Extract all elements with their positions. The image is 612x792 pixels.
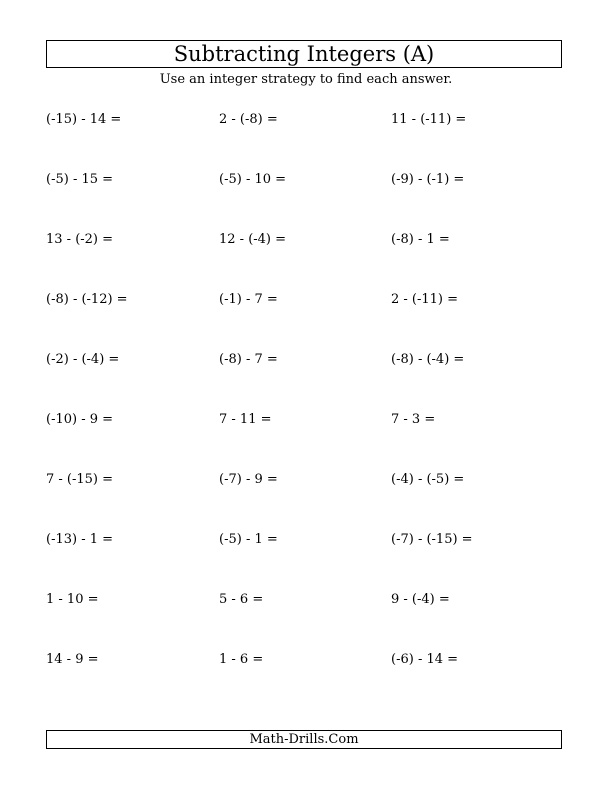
problem-row xyxy=(46,411,566,471)
problem: (-4) - (-5) = xyxy=(391,472,465,487)
problem: 7 - (-15) = xyxy=(46,472,114,487)
problem-row xyxy=(46,651,566,711)
problem: (-8) - (-12) = xyxy=(46,292,128,307)
problem: 12 - (-4) = xyxy=(219,232,287,247)
worksheet-title: Subtracting Integers (A) xyxy=(46,40,562,68)
problem: 14 - 9 = xyxy=(46,652,99,667)
problem: (-1) - 7 = xyxy=(219,292,278,307)
problem-row xyxy=(46,231,566,291)
problem: (-5) - 10 = xyxy=(219,172,287,187)
problem: 7 - 3 = xyxy=(391,412,436,427)
problem: (-7) - (-15) = xyxy=(391,532,473,547)
problem: 2 - (-8) = xyxy=(219,112,278,127)
problem: (-13) - 1 = xyxy=(46,532,114,547)
problem: 2 - (-11) = xyxy=(391,292,459,307)
problem-row xyxy=(46,471,566,531)
worksheet-footer: Math-Drills.Com xyxy=(46,730,562,749)
problem: 1 - 6 = xyxy=(219,652,264,667)
problem-row xyxy=(46,111,566,171)
problem: (-5) - 15 = xyxy=(46,172,114,187)
problem: (-9) - (-1) = xyxy=(391,172,465,187)
problem: 7 - 11 = xyxy=(219,412,272,427)
problem: 13 - (-2) = xyxy=(46,232,114,247)
problem: (-5) - 1 = xyxy=(219,532,278,547)
problem: (-15) - 14 = xyxy=(46,112,122,127)
problem: (-2) - (-4) = xyxy=(46,352,120,367)
problem: (-8) - 1 = xyxy=(391,232,450,247)
problem: 9 - (-4) = xyxy=(391,592,450,607)
problem: (-8) - 7 = xyxy=(219,352,278,367)
problem-row xyxy=(46,531,566,591)
problem: (-10) - 9 = xyxy=(46,412,114,427)
problem-row xyxy=(46,171,566,231)
worksheet-instructions: Use an integer strategy to find each answer. xyxy=(159,72,453,87)
problem-row xyxy=(46,351,566,411)
problem-row xyxy=(46,291,566,351)
problem: 5 - 6 = xyxy=(219,592,264,607)
problem-grid xyxy=(46,111,566,711)
problem: (-7) - 9 = xyxy=(219,472,278,487)
problem: (-6) - 14 = xyxy=(391,652,459,667)
problem: 1 - 10 = xyxy=(46,592,99,607)
problem: 11 - (-11) = xyxy=(391,112,467,127)
problem-row xyxy=(46,591,566,651)
problem: (-8) - (-4) = xyxy=(391,352,465,367)
